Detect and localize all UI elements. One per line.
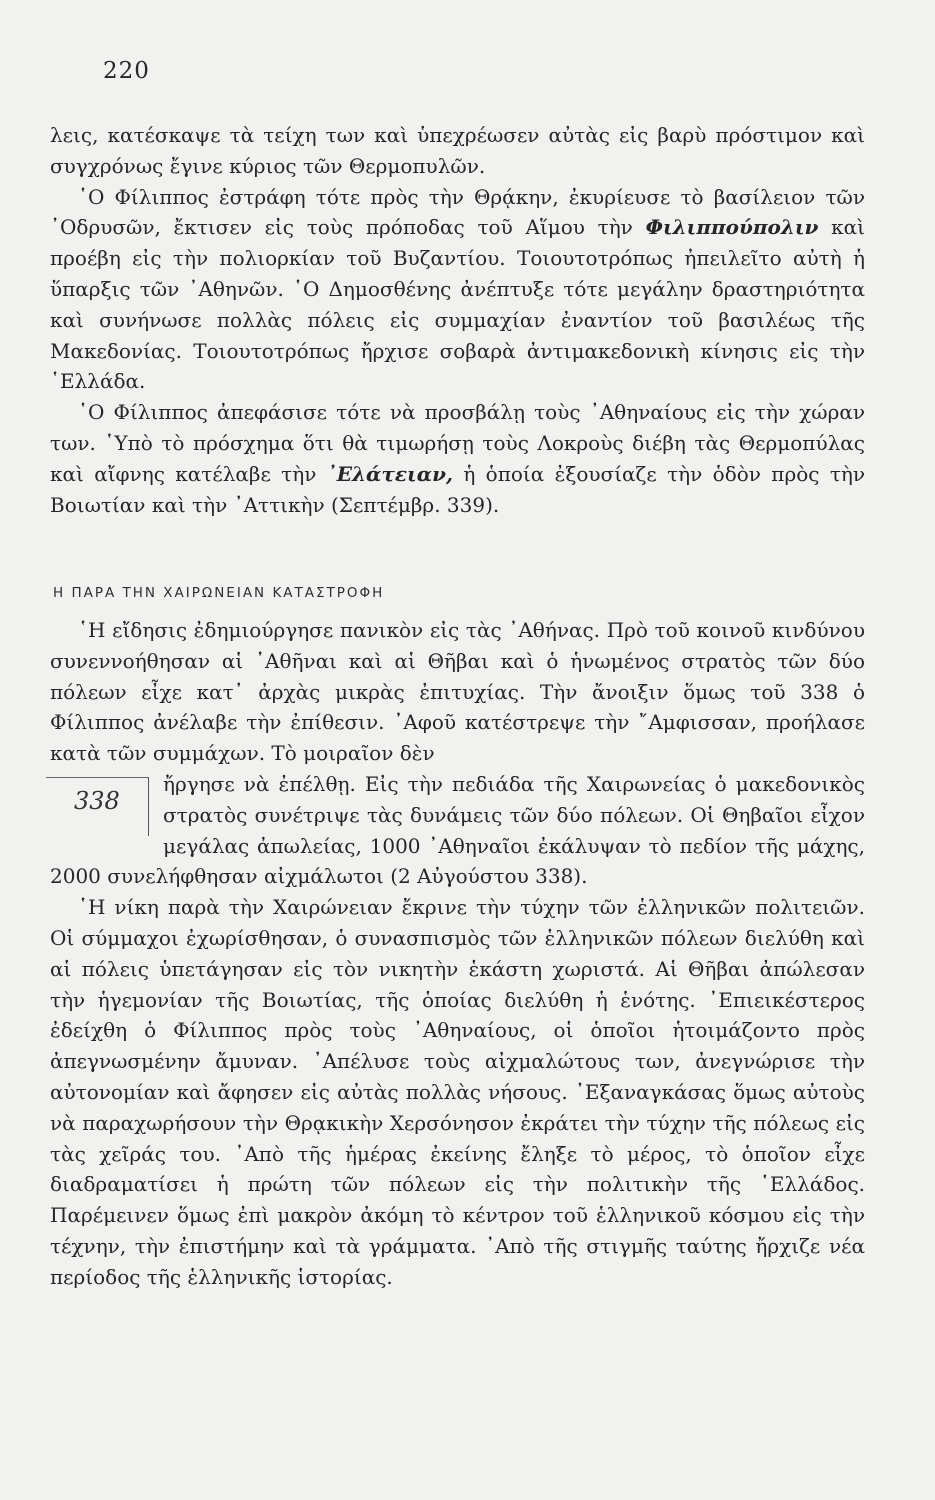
paragraph-4: [50, 615, 865, 769]
body-text-bottom: [50, 615, 865, 1293]
paragraph-2: [50, 182, 865, 398]
margin-note-year: 338: [74, 786, 120, 815]
paragraph-4-part-a: ῾Η εἴδησις ἐδημιούργησε πανικὸν εἰς τὰς ᾿Αθήνας. Πρὸ τοῦ κοινοῦ κινδύνου συνεννοήθησαν αἱ ᾿Αθῆναι καὶ αἱ Θῆβαι καὶ ὁ ἡνωμένος στρατὸς τῶν δύο πόλεων εἶχε κατ᾿ ἀρχὰς μικρὰς ἐπιτυχίας. Τὴν ἄνοιξιν ὅμως τοῦ 338 ὁ Φίλιππος ἀνέλαβε τὴν ἐπίθεσιν. ᾿Αφοῦ κατέστρεψε τὴν ῎Αμφισσαν, προήλασε κατὰ τῶν συμμάχων. Τὸ μοιραῖον δὲν: [50, 618, 865, 766]
page-number: 220: [103, 58, 150, 84]
section-heading: Η ΠΑΡΑ ΤΗΝ ΧΑΙΡΩΝΕΙΑΝ ΚΑΤΑΣΤΡΟΦΗ: [53, 585, 385, 601]
paragraph-1: λεις, κατέσκαψε τὰ τείχη των καὶ ὑπεχρέωσεν αὐτὰς εἰς βαρὺ πρόστιμον καὶ συγχρόνως ἔγινε κύριος τῶν Θερμοπυλῶν.: [50, 123, 865, 178]
margin-note-box: [46, 777, 149, 836]
emphasis-philippoupolis: Φιλιππούπολιν: [645, 215, 819, 240]
paragraph-3-part-b: ἡ ὁποία ἐξουσίαζε τὴν ὁδὸν πρὸς τὴν Βοιωτίαν καὶ τὴν ᾿Αττικὴν (Σεπτέμβρ. 339).: [50, 461, 866, 517]
paragraph-2-part-a: ῾Ο Φίλιππος ἐστράφη τότε πρὸς τὴν Θρᾴκην, ἐκυρίευσε τὸ βασίλειον τῶν ᾿Οδρυσῶν, ἔκτισεν εἰς τοὺς πρόποδας τοῦ Αἵμου τὴν: [50, 184, 865, 240]
paragraph-4-part-b: ἤργησε νὰ ἐπέλθῃ. Εἰς τὴν πεδιάδα τῆς Χαιρωνείας ὁ μακεδονικὸς στρατὸς συνέτριψε τὰς δυνάμεις τῶν δύο πόλεων. Οἱ Θηβαῖοι εἶχον μεγάλας ἀπωλείας, 1000 ᾿Αθηναῖοι ἐκάλυψαν τὸ πεδίον τῆς μάχης, 2000 συνελήφθησαν αἰχμάλωτοι (2 Αὐγούστου 338).: [50, 771, 865, 889]
paragraph-4-continued: [50, 769, 865, 892]
body-text-top: [50, 120, 865, 520]
paragraph-3: [50, 397, 865, 520]
paragraph-2-part-b: καὶ προέβη εἰς τὴν πολιορκίαν τοῦ Βυζαντίου. Τοιουτοτρόπως ἠπειλεῖτο αὐτὴ ἡ ὕπαρξις τῶν ᾿Αθηνῶν. ῾Ο Δημοσθένης ἀνέπτυξε τότε μεγάλην δραστηριότητα καὶ συνήνωσε πολλὰς πόλεις εἰς συμμαχίαν ἐναντίον τοῦ βασιλέως τῆς Μακεδονίας. Τοιουτοτρόπως ἤρχισε σοβαρὰ ἀντιμακεδονικὴ κίνησις εἰς τὴν ῾Ελλάδα.: [50, 215, 865, 394]
paragraph-5: ῾Η νίκη παρὰ τὴν Χαιρώνειαν ἔκρινε τὴν τύχην τῶν ἑλληνικῶν πολιτειῶν. Οἱ σύμμαχοι ἐχωρίσθησαν, ὁ συνασπισμὸς τῶν ἑλληνικῶν πόλεων διελύθη καὶ αἱ πόλεις ὑπετάγησαν εἰς τὸν νικητὴν ἑκάστη χωριστά. Αἱ Θῆβαι ἀπώλεσαν τὴν ἡγεμονίαν τῆς Βοιωτίας, τῆς ὁποίας διελύθη ἡ ἑνότης. ᾿Επιεικέστερος ἐδείχθη ὁ Φίλιππος πρὸς τοὺς ᾿Αθηναίους, οἱ ὁποῖοι ἡτοιμάζοντο πρὸς ἀπεγνωσμένην ἄμυναν. ᾿Απέλυσε τοὺς αἰχμαλώτους των, ἀνεγνώρισε τὴν αὐτονομίαν καὶ ἄφησεν εἰς αὐτὰς πολλὰς νήσους. ᾿Εξαναγκάσας ὅμως αὐτοὺς νὰ παραχωρήσουν τὴν Θρᾳκικὴν Χερσόνησον ἐκράτει τὴν τύχην τῆς πόλεως εἰς τὰς χεῖράς του. ᾿Απὸ τῆς ἡμέρας ἐκείνης ἔληξε τὸ μέρος, τὸ ὁποῖον εἶχε διαδραματίσει ἡ πρώτη τῶν πόλεων εἰς τὴν πολιτικὴν τῆς ῾Ελλάδος. Παρέμεινεν ὅμως ἐπὶ μακρὸν ἀκόμη τὸ κέντρον τοῦ ἑλληνικοῦ κόσμου εἰς τὴν τέχνην, τὴν ἐπιστήμην καὶ τὰ γράμματα. ᾿Απὸ τῆς στιγμῆς ταύτης ἤρχιζε νέα περίοδος τῆς ἑλληνικῆς ἱστορίας.: [50, 895, 865, 1289]
paragraph-3-part-a: ῾Ο Φίλιππος ἀπεφάσισε τότε νὰ προσβάλῃ τοὺς ᾿Αθηναίους εἰς τὴν χώραν των. ῾Υπὸ τὸ πρόσχημα ὅτι θὰ τιμωρήσῃ τοὺς Λοκροὺς διέβη τὰς Θερμοπύλας καὶ αἴφνης κατέλαβε τὴν: [50, 400, 865, 486]
emphasis-elateia: ᾿Ελάτειαν,: [326, 461, 453, 486]
